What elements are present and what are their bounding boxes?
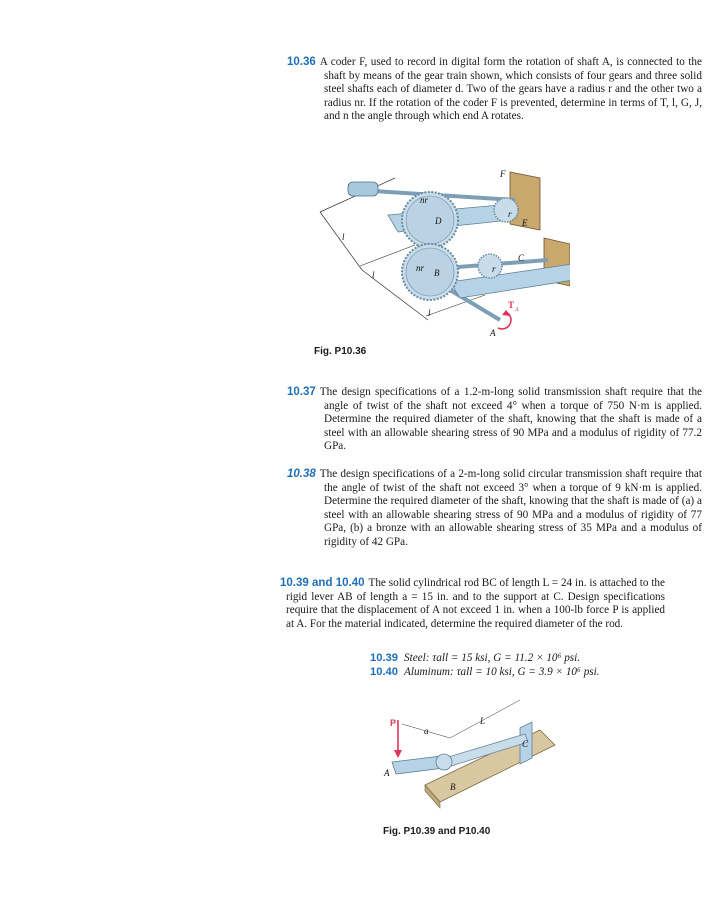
force-arrowhead	[394, 750, 402, 758]
material-list	[370, 651, 600, 679]
label-e: E	[522, 218, 528, 228]
label-b: B	[434, 268, 440, 278]
problem-text: A coder F, used to record in digital form the rotation of shaft A, is connected to the shaft by means of the gear train shown, which consists of four gears and three solid steel shafts each of diameter d. Two of the gears have a radius r and the other two a radius nr. If the rotation of the coder F is prevented, determine in terms of T, l, G, J, and n the angle through which end A rotates.	[319, 56, 702, 123]
joint-b	[436, 754, 452, 770]
gear-e	[494, 198, 518, 222]
label-nr: nr	[416, 263, 425, 273]
gear-d-face	[406, 196, 454, 244]
label-a: A	[490, 328, 496, 338]
material-item	[370, 665, 600, 679]
figure-p10-39	[370, 690, 560, 820]
gear-b-face	[406, 248, 454, 296]
label-l: l	[372, 270, 375, 280]
label-c: C	[518, 253, 525, 263]
label-l: L	[480, 716, 486, 726]
problem-text: The design specifications of a 2-m-long solid circular transmission shaft require that the angle of twist of the shaft not exceed 3° when a torque of 9 kN·m is applied. Determine the required diameter of the shaft, knowing that the shaft is made of (a) a steel with an allowable shearing stress of 90 MPa and a modulus of rigidity of 77 GPa, (b) a bronze with an allowable shearing stress of 35 MPa and a modulus of rigidity of 42 GPa.	[319, 468, 702, 548]
problem-10-36	[287, 56, 702, 124]
material-number: 10.40	[370, 666, 398, 678]
material-text: Aluminum: τall = 10 ksi, G = 3.9 × 10⁶ psi.	[404, 666, 600, 678]
material-number: 10.39	[370, 652, 398, 664]
problem-10-37	[287, 386, 702, 454]
figure-caption: Fig. P10.39 and P10.40	[383, 826, 491, 837]
label-c: C	[522, 739, 529, 749]
label-l: l	[342, 232, 345, 242]
label-d: D	[435, 216, 442, 226]
problem-number: 10.36	[287, 56, 316, 68]
label-f: F	[500, 169, 506, 179]
label-r: r	[492, 264, 496, 274]
label-p: P	[390, 718, 397, 728]
dim-line	[320, 212, 362, 270]
material-text: Steel: τall = 15 ksi, G = 11.2 × 10⁶ psi.	[404, 652, 581, 664]
figure-caption: Fig. P10.36	[314, 346, 367, 357]
label-a-dim: a	[424, 726, 429, 736]
problem-number: 10.38	[287, 468, 316, 480]
label-nr: nr	[420, 195, 429, 205]
label-b: B	[450, 782, 456, 792]
problem-text: The design specifications of a 1.2-m-long solid transmission shaft require that the angle of twist of the shaft not exceed 4° when a torque of 750 N·m is applied. Determine the required diameter of the shaft, knowing that the shaft is made of a steel with an allowable shearing stress of 90 MPa and a modulus of rigidity of 77.2 GPa.	[319, 386, 702, 453]
gear-c	[478, 254, 502, 278]
label-a: A	[384, 768, 390, 778]
material-item	[370, 651, 600, 665]
label-r: r	[508, 209, 512, 219]
label-t: T	[508, 300, 515, 310]
problem-10-38	[287, 468, 702, 550]
label-l: l	[428, 308, 431, 318]
problem-text: The solid cylindrical rod BC of length L = 24 in. is attached to the rigid lever AB of length a = 15 in. and to the support at C. Design specifications require that the displacement of A not exceed 1 in. when a 100-lb force P is applied at A. For the material indicated, determine the required diameter of the rod.	[286, 577, 665, 630]
problem-number: 10.39 and 10.40	[280, 577, 365, 589]
figure-p10-36	[300, 160, 570, 350]
problem-number: 10.37	[287, 386, 316, 398]
coder-f	[348, 182, 378, 196]
problem-10-39-10-40	[280, 577, 665, 631]
label-t-sub: A	[515, 307, 519, 313]
